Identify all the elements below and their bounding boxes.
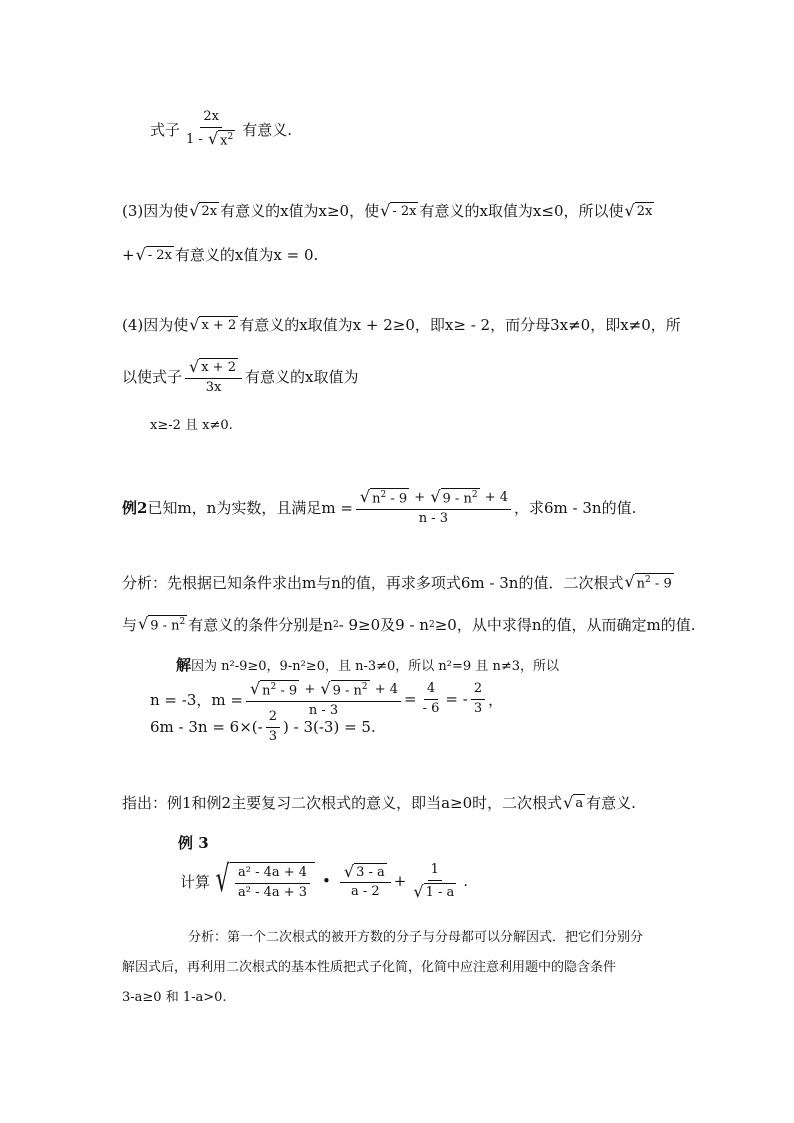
text: 9 - n xyxy=(332,683,362,699)
sqrt: √ $x^2$ xyxy=(207,128,234,149)
numerator xyxy=(356,488,511,510)
text: ) - 3(-3) = 5. xyxy=(283,718,376,737)
sqrt: √ $9 - n^2$ xyxy=(138,614,186,634)
radicand: 3 - a xyxy=(356,864,385,880)
sqrt: √ 2x xyxy=(624,200,653,220)
denominator: n - 3 xyxy=(418,510,449,526)
analysis-3-line-3 xyxy=(122,986,227,1005)
text: n = -3，m = xyxy=(150,690,243,709)
sqrt: √ $n^2 - 9$ xyxy=(249,679,298,699)
text: 有意义的x值为x = 0. xyxy=(174,246,319,264)
text: + 4 xyxy=(370,681,399,697)
fraction xyxy=(266,710,280,745)
radicand: - 2x xyxy=(392,203,417,219)
text: - 9 xyxy=(650,576,672,592)
sqrt: √ - 2x xyxy=(135,244,172,264)
numerator xyxy=(340,863,391,884)
plus: + xyxy=(410,489,430,505)
text: - 9≥0及9 - n xyxy=(338,616,429,634)
radicand: x + 2 xyxy=(201,317,237,333)
multiply-dot: • xyxy=(322,872,331,891)
text: 9 - n xyxy=(442,491,472,507)
text: 因为 n²-9≥0，9-n²≥0，且 n-3≠0，所以 n²=9 且 n≠3，所以 xyxy=(191,659,559,674)
text: 指出：例1和例2主要复习二次根式的意义，即当a≥0时，二次根式 xyxy=(122,794,563,812)
numerator: 1 xyxy=(428,863,442,881)
fraction xyxy=(185,358,242,396)
radicand: x xyxy=(220,133,228,149)
exponent: 2 xyxy=(227,131,234,142)
example-2-statement xyxy=(122,488,636,527)
exponent: 2 xyxy=(471,490,478,500)
example-3-expression xyxy=(180,859,469,901)
solution-line-3 xyxy=(150,710,376,745)
denominator: a² - 4a + 3 xyxy=(237,884,308,900)
sqrt: √ 1 - a xyxy=(413,881,455,901)
fraction xyxy=(183,110,239,149)
exponent: 2 xyxy=(380,490,387,500)
line-4 xyxy=(122,314,681,335)
text: n xyxy=(262,683,271,699)
denominator: - 6 xyxy=(422,700,440,716)
example-3-label xyxy=(178,832,209,853)
sqrt: √ a xyxy=(563,792,584,812)
fraction xyxy=(356,488,511,527)
text: . xyxy=(463,872,469,891)
numerator: 4 xyxy=(424,682,438,700)
text: x≥-2 且 x≠0. xyxy=(150,418,233,433)
sqrt: √ $n^2 - 9$ xyxy=(624,572,672,592)
text: ， xyxy=(488,690,504,709)
radicand: 2x xyxy=(201,203,218,219)
text: 解因式后，再利用二次根式的基本性质把式子化简，化简中应注意利用题中的隐含条件 xyxy=(122,960,617,975)
line-2 xyxy=(122,200,655,221)
text: + 4 xyxy=(480,489,508,505)
exponent: 2 xyxy=(179,617,186,628)
text: 有意义. xyxy=(586,794,636,812)
text: 以使式子 xyxy=(122,368,183,387)
text: 1 - xyxy=(186,131,207,147)
line-3 xyxy=(122,244,318,265)
text: 有意义. xyxy=(242,120,293,139)
text: - 9 xyxy=(386,491,408,507)
denominator: 3x xyxy=(205,379,222,395)
sqrt: √ $9 - n^2$ xyxy=(430,487,478,507)
radicand: 1 - a xyxy=(425,884,455,900)
sqrt: √ x + 2 xyxy=(189,357,236,376)
equals: = xyxy=(404,690,417,709)
equals: = - xyxy=(445,690,468,709)
denominator: a - 2 xyxy=(351,884,380,900)
numerator: 2x xyxy=(200,110,222,128)
text: 分析：第一个二次根式的被开方数的分子与分母都可以分解因式．把它们分别分 xyxy=(188,930,644,945)
numerator: 2 xyxy=(471,682,485,700)
fraction xyxy=(409,863,460,901)
line-5 xyxy=(122,358,358,396)
numerator xyxy=(246,680,401,702)
exponent: 2 xyxy=(361,682,368,692)
line-6 xyxy=(150,414,233,433)
text: 与 xyxy=(122,616,138,634)
text: 有意义的x取值为 xyxy=(244,368,359,387)
solution-line-1 xyxy=(176,654,559,675)
sqrt: √ 3 - a xyxy=(343,861,385,881)
fraction xyxy=(420,682,443,717)
text: + xyxy=(122,245,135,264)
analysis-3-line-1 xyxy=(188,926,643,945)
exponent: 2 xyxy=(645,575,651,586)
text: 式子 xyxy=(150,120,181,139)
sqrt: √ $\frac{\text{a² - 4a + 4}}{\text{a² - 4a + 3}}$ xyxy=(211,862,315,901)
text: 有意义的x取值为x + 2≥0，即x≥ - 2，而分母3x≠0，即x≠0，所 xyxy=(239,316,681,334)
note-line xyxy=(122,792,636,813)
solution-label: 解 xyxy=(176,656,192,674)
fraction xyxy=(340,863,391,901)
sqrt: √ 2x xyxy=(189,200,218,220)
denominator xyxy=(183,128,239,149)
sqrt: √ x + 2 xyxy=(189,314,237,334)
exponent: 2 xyxy=(428,619,435,630)
example-label: 例 3 xyxy=(178,834,209,852)
text: 有意义的x取值为x≤0，所以使 xyxy=(419,202,624,220)
sqrt: √ $9 - n^2$ xyxy=(320,679,368,699)
fraction xyxy=(235,866,310,901)
analysis-3-line-2 xyxy=(122,956,616,975)
text: 9 - n xyxy=(150,618,180,634)
fraction xyxy=(471,682,485,717)
exponent: 2 xyxy=(332,619,339,630)
sqrt: √ $n^2 - 9$ xyxy=(359,487,408,507)
line-1 xyxy=(150,110,292,149)
text: (4)因为使 xyxy=(122,316,189,334)
numerator: 2 xyxy=(266,710,280,728)
text: (3)因为使 xyxy=(122,202,189,220)
text: n xyxy=(372,491,381,507)
text: ≥0，从中求得n的值，从而确定m的值. xyxy=(434,616,696,634)
denominator: n - 3 xyxy=(308,702,339,718)
analysis-line-2 xyxy=(122,614,696,635)
numerator: a² - 4a + 4 xyxy=(235,866,310,884)
plus: + xyxy=(300,681,320,697)
text: ，求6m - 3n的值. xyxy=(514,498,637,517)
analysis-line-1 xyxy=(122,572,675,593)
text: 6m - 3n = 6×(- xyxy=(150,718,263,737)
text: n xyxy=(636,576,646,592)
text: - 9 xyxy=(276,683,298,699)
radicand: - 2x xyxy=(147,247,172,263)
text: 已知m，n为实数，且满足m = xyxy=(147,498,353,517)
radicand: x + 2 xyxy=(201,360,236,375)
text: 有意义的条件分别是n xyxy=(188,616,333,634)
denominator: 3 xyxy=(473,700,483,716)
sqrt: √ - 2x xyxy=(380,200,417,220)
denominator: 3 xyxy=(268,728,277,744)
denominator xyxy=(409,881,460,901)
example-label: 例2 xyxy=(122,498,148,517)
text: 计算 xyxy=(180,872,211,891)
text: 分析：先根据已知条件求出m与n的值，再求多项式6m - 3n的值．二次根式 xyxy=(122,574,624,592)
plus: + xyxy=(393,872,407,891)
text: 有意义的x值为x≥0，使 xyxy=(220,202,380,220)
numerator xyxy=(185,358,242,379)
exponent: 2 xyxy=(270,682,277,692)
radicand: a xyxy=(575,795,584,811)
text: 3-a≥0 和 1-a>0. xyxy=(122,990,227,1005)
radicand: 2x xyxy=(636,203,653,219)
